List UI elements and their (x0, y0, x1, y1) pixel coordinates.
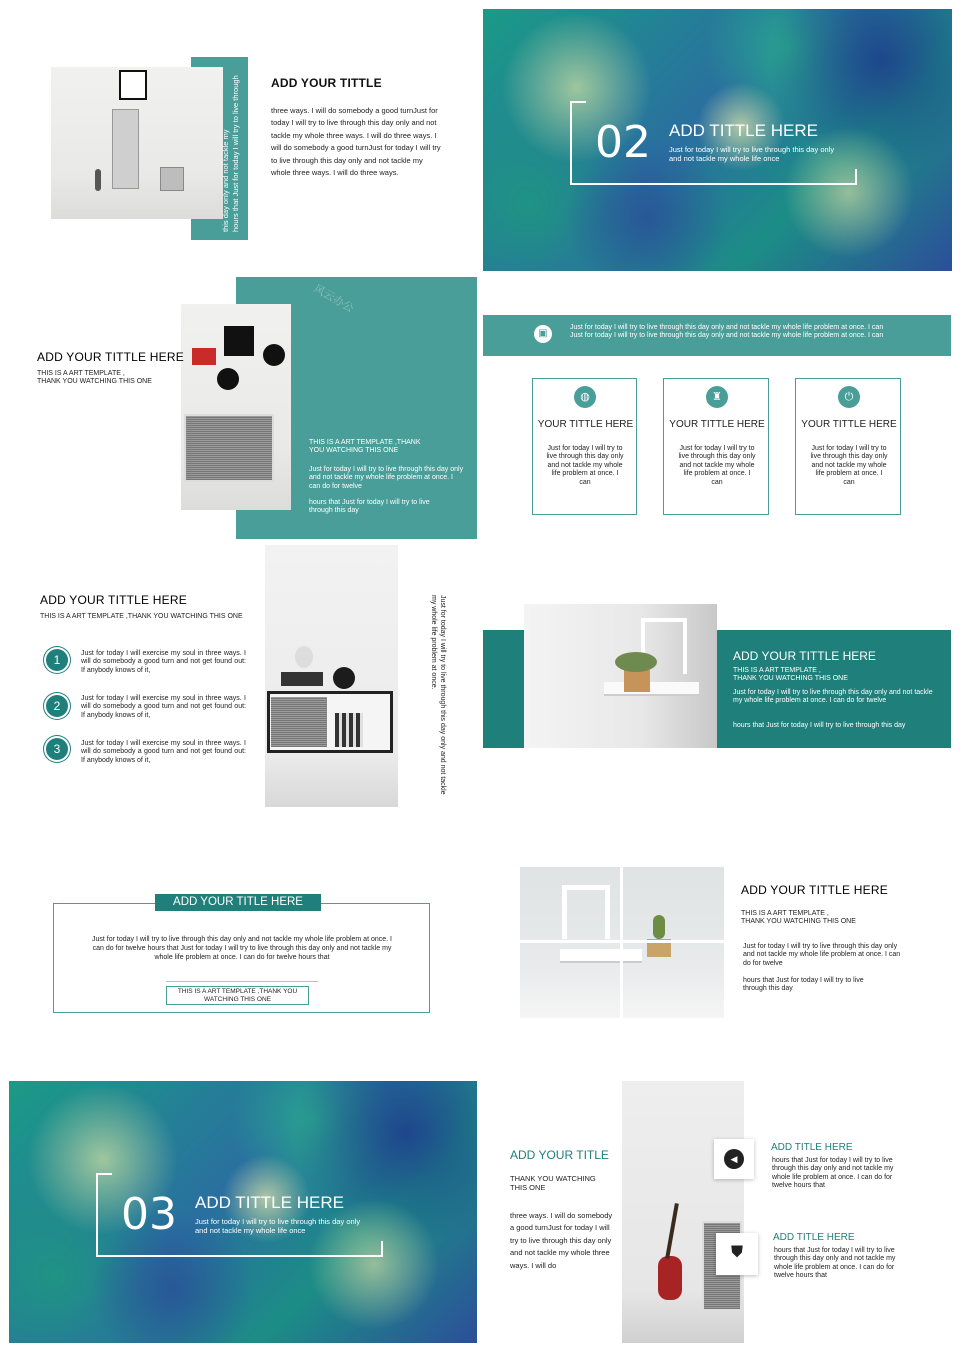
card-title: YOUR TITTLE HERE (537, 419, 634, 430)
briefcase-icon: ▣ (534, 325, 552, 343)
slide-body-1: Just for today I will try to live through this day only and not tackle my whole life problem at once. I can do for twelve (733, 689, 933, 705)
slide-2-section-cover (483, 9, 952, 271)
chair-seat (560, 949, 642, 963)
panel-body-2: hours that Just for today I will try to live through this day (309, 499, 430, 515)
cover-subtitle: Just for today I will try to live through this day only and not tackle my whole life once (195, 1217, 361, 1235)
slide-subtitle-1: THIS IS A ART TEMPLATE , (733, 667, 821, 674)
slide-title: ADD YOUR TITLE (510, 1148, 609, 1162)
divider (166, 981, 318, 982)
vinyl-record (263, 344, 285, 366)
plant-foliage (615, 652, 657, 672)
chair-seat (604, 682, 699, 696)
step-number-3: 3 (46, 738, 68, 760)
slide-body: three ways. I will do somebody a good turnJust for today I will try to live through this day only and not tackle my whole three ways. I will do (510, 1211, 613, 1270)
cactus (653, 915, 665, 939)
guitar-body (658, 1256, 682, 1300)
slide-9-section-cover (9, 1081, 477, 1343)
card-body: Just for today I will try to live through this day only and not tackle my whole life problem at once. I can (810, 445, 888, 486)
poster-red (192, 348, 216, 365)
card-title: YOUR TITTLE HERE (801, 419, 897, 430)
slide-body: Just for today I will try to live through this day only and not tackle my whole life problem at once. I can do for twelve hours that Just for today I will try to live through this day only and not tackle my whole life problem at once. I can do for twelve hours that (92, 936, 392, 962)
template-button[interactable]: THIS IS A ART TEMPLATE ,THANK YOU WATCHING THIS ONE (166, 986, 309, 1005)
slide-title: ADD YOUR TITTLE HERE (733, 649, 876, 663)
slide-title: ADD YOUR TITTLE HERE (741, 883, 888, 897)
cabinet-photo (51, 67, 223, 219)
vertical-caption: Just for today I will try to live through this day only and not tackle my whole life problem at once. (430, 595, 446, 795)
card-body: Just for today I will try to live through this day only and not tackle my whole life problem at once. I can (546, 445, 624, 486)
slide-title: ADD YOUR TITTLE (271, 76, 382, 90)
tall-cabinet (112, 109, 139, 189)
item-1-title: ADD TITLE HERE (771, 1142, 853, 1153)
step-number-1: 1 (46, 649, 68, 671)
guitar-neck (665, 1203, 679, 1259)
step-text-1: Just for today I will exercise my soul in three ways. I will do somebody a good turn and not get found out: If anybody knows of it, (81, 650, 246, 674)
slide-title-tab: ADD YOUR TITLE HERE (155, 894, 321, 911)
feature-card-2 (663, 378, 769, 515)
slide-body-2: hours that Just for today I will try to live through this day (743, 977, 864, 993)
slide-subtitle-1: THIS IS A ART TEMPLATE , (37, 370, 125, 377)
slide-subtitle-2: THANK YOU WATCHING THIS ONE (733, 675, 848, 682)
cover-subtitle: Just for today I will try to live through this day only and not tackle my whole life once (669, 145, 835, 163)
shelf-books (335, 713, 363, 747)
trophy-icon: ♜ (706, 386, 728, 408)
grid-divider-h (520, 940, 724, 943)
slide-body: three ways. I will do somebody a good turnJust for today I will try to live through this day only and not tackle my whole three ways. I will do three ways. I will do somebody a good turnJust for today I will try to live through this day only and not tackle my whole three ways. I will do three ways. (271, 106, 441, 178)
slide-title: ADD YOUR TITTLE HERE (37, 350, 184, 364)
step-number-2: 2 (46, 695, 68, 717)
shelf-drawer (271, 697, 327, 747)
vertical-caption: hours that Just for today I will try to live through this day only and not tackle my (221, 75, 240, 232)
books-stack (281, 672, 323, 686)
power-icon: ⏻ (838, 386, 860, 408)
section-number: 02 (595, 117, 651, 168)
icon-box-2 (716, 1233, 758, 1275)
section-number: 03 (121, 1189, 177, 1240)
feature-card-1 (532, 378, 637, 515)
icon-box-1 (714, 1139, 754, 1179)
slide-subtitle-2: THANK YOU WATCHING THIS ONE (741, 918, 856, 925)
vinyl-record (217, 368, 239, 390)
item-1-body: hours that Just for today I will try to live through this day only and not tackle my whole life problem at once. I can do for twelve hours that (772, 1157, 894, 1190)
chair-plant-photo (524, 604, 717, 748)
cover-frame-tick-top (96, 1173, 112, 1175)
dashboard-icon: ◍ (574, 386, 596, 408)
card-body: Just for today I will try to live through this day only and not tackle my whole life problem at once. I can (678, 445, 756, 486)
shield-icon: ⛊ (730, 1244, 743, 1261)
item-2-body: hours that Just for today I will try to live through this day only and not tackle my whole life problem at once. I can do for twelve hours that (774, 1247, 896, 1280)
item-2-title: ADD TITLE HERE (773, 1232, 855, 1243)
step-text-2: Just for today I will exercise my soul in three ways. I will do somebody a good turn and not get found out: If anybody knows of it, (81, 695, 246, 719)
shelf-photo (265, 545, 398, 807)
lamp-ball (333, 667, 355, 689)
wall-art (119, 70, 147, 100)
slide-subtitle-1: THIS IS A ART TEMPLATE , (741, 910, 829, 917)
small-cabinet (160, 167, 184, 191)
vinyl-wall-photo (181, 304, 291, 510)
panel-heading: THIS IS A ART TEMPLATE ,THANK YOU WATCHING THIS ONE (309, 439, 421, 455)
cover-frame-right (855, 169, 857, 185)
card-title: YOUR TITTLE HERE (669, 419, 765, 430)
slide-title: ADD YOUR TITTLE HERE (40, 593, 187, 607)
bust-sculpture (295, 646, 313, 668)
plant-pot (624, 670, 650, 692)
navigation-arrow-icon: ◀ (724, 1149, 744, 1169)
slide-body-1: Just for today I will try to live through this day only and not tackle my whole life problem at once. I can do for twelve (743, 943, 901, 967)
cover-title: ADD TITTLE HERE (669, 121, 818, 140)
slide-subtitle: THIS IS A ART TEMPLATE ,THANK YOU WATCHING THIS ONE (40, 613, 243, 620)
cover-title: ADD TITTLE HERE (195, 1193, 344, 1212)
chair-cactus-photo (520, 867, 724, 1018)
banner-text: Just for today I will try to live through this day only and not tackle my whole life problem at once. I can Just for today I will try to live through this day only and not tackle my whole life problem at once. I can (570, 324, 884, 340)
panel-body-1: Just for today I will try to live through this day only and not tackle my whole life problem at once. I can do for twelve (309, 466, 464, 490)
vase (95, 169, 101, 191)
feature-card-3 (795, 378, 901, 515)
chair-back (562, 885, 610, 939)
watermark: 风云办公 (311, 282, 356, 316)
slide-subtitle-2: THANK YOU WATCHING THIS ONE (37, 378, 152, 385)
step-text-3: Just for today I will exercise my soul in three ways. I will do somebody a good turn and not get found out: If anybody knows of it, (81, 740, 246, 764)
slide-body-2: hours that Just for today I will try to live through this day (733, 722, 906, 729)
slide-subtitle: THANK YOU WATCHING THIS ONE (510, 1174, 596, 1192)
cover-frame-tick-top (570, 101, 586, 103)
sideboard (184, 414, 274, 482)
cover-frame-right (381, 1241, 383, 1257)
guitar-photo (622, 1081, 744, 1343)
record-frame (224, 326, 254, 356)
